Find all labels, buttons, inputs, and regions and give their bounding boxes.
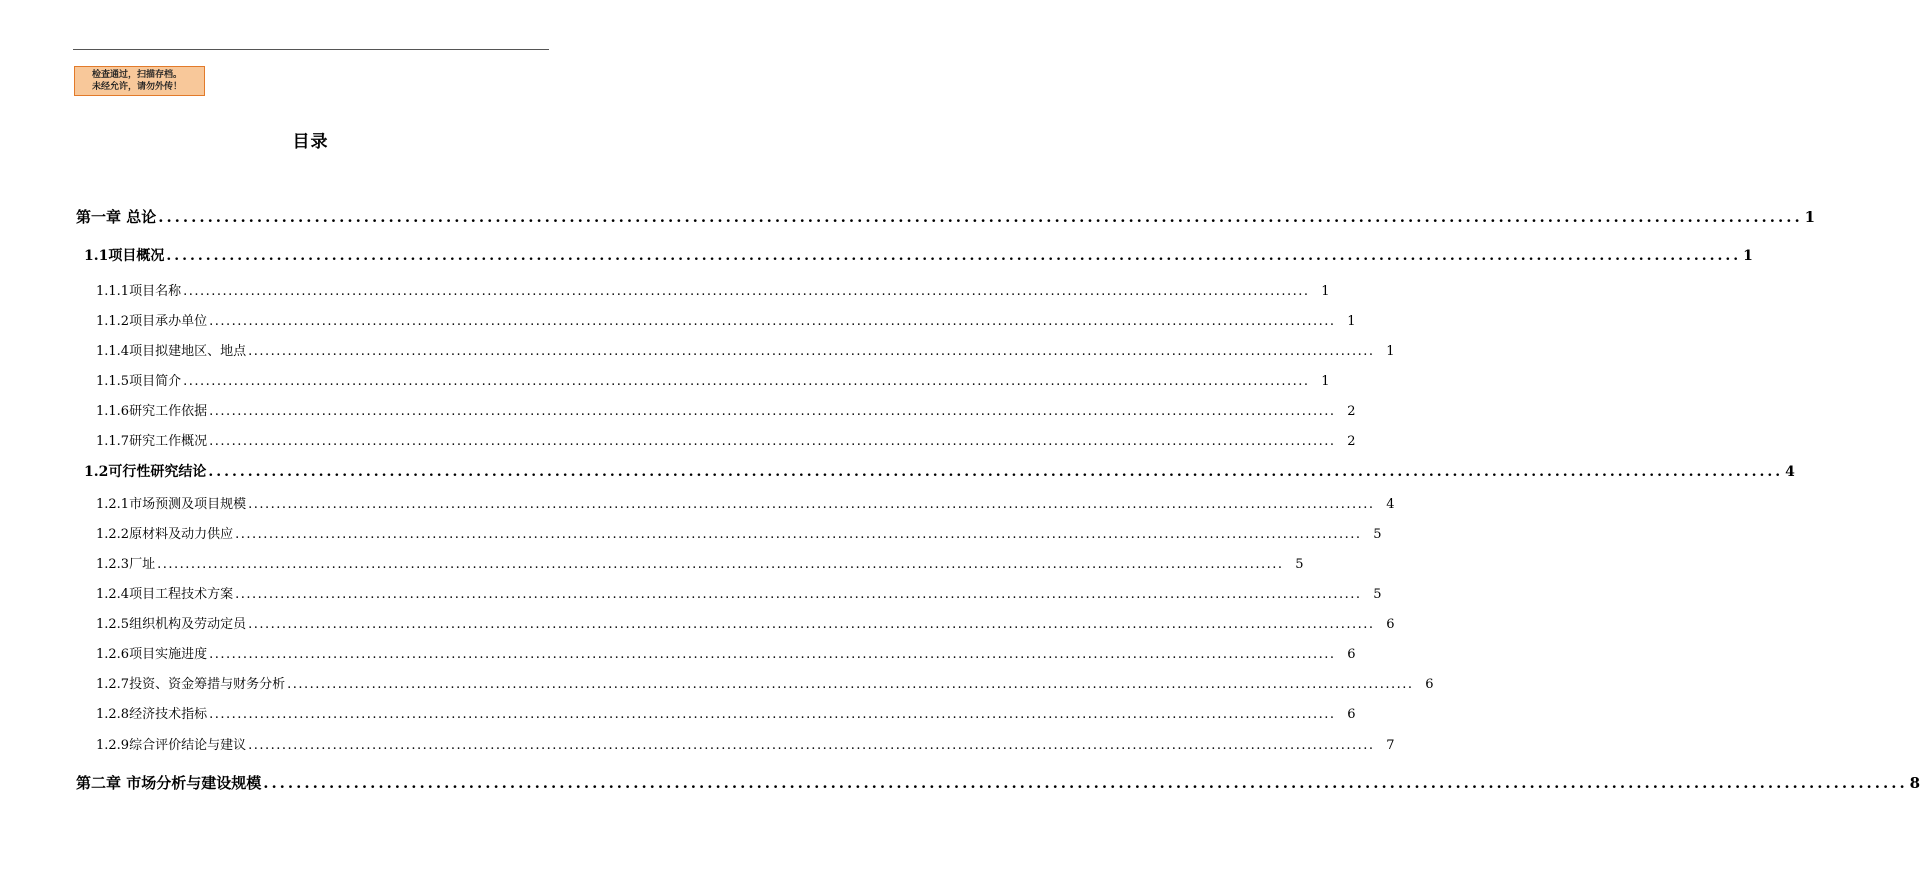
- toc-entry-page: 2: [1347, 404, 1356, 419]
- toc-entry[interactable]: [96, 340, 1395, 359]
- toc-entry-label: 第一章 总论: [76, 208, 157, 226]
- toc-leader-dots: ........................................................................................................................................................................................................: [209, 707, 1336, 722]
- toc-leader-dots: ........................................................................................................................................................................................................: [209, 314, 1336, 329]
- toc-entry-page: 1: [1743, 248, 1753, 264]
- toc-leader-dots: ........................................................................................................................................................................................................: [248, 497, 1375, 512]
- toc-leader-dots: ........................................................................................................................................................................................................: [263, 774, 1908, 792]
- toc-entry[interactable]: [96, 613, 1395, 632]
- toc-entry-page: 8: [1909, 774, 1920, 792]
- toc-entry-page: 4: [1386, 497, 1395, 512]
- stamp-line-1: 检查通过，扫描存档。: [92, 70, 183, 80]
- toc-entry-page: 1: [1347, 314, 1356, 329]
- toc-leader-dots: ........................................................................................................................................................................................................: [248, 344, 1375, 359]
- toc-entry[interactable]: [76, 206, 1816, 227]
- toc-entry-page: 1: [1386, 344, 1395, 359]
- toc-entry-page: 5: [1373, 527, 1382, 542]
- toc-leader-dots: ........................................................................................................................................................................................................: [248, 738, 1375, 753]
- toc-entry-page: 6: [1347, 707, 1356, 722]
- toc-entry-page: 7: [1386, 738, 1395, 753]
- toc-leader-dots: ........................................................................................................................................................................................................: [209, 434, 1336, 449]
- toc-leader-dots: ........................................................................................................................................................................................................: [157, 557, 1284, 572]
- toc-entry-label: 1.1.2项目承办单位: [96, 314, 208, 329]
- toc-leader-dots: ........................................................................................................................................................................................................: [209, 404, 1336, 419]
- toc-entry-page: 4: [1785, 464, 1795, 480]
- toc-entry-page: 2: [1347, 434, 1356, 449]
- toc-entry-label: 1.1.7研究工作概况: [96, 434, 208, 449]
- toc-entry[interactable]: [96, 523, 1382, 542]
- toc-entry-label: 1.2.4项目工程技术方案: [96, 587, 234, 602]
- toc-entry[interactable]: [96, 553, 1304, 572]
- toc-entry-page: 6: [1425, 677, 1434, 692]
- toc-entry-label: 1.1.5项目简介: [96, 374, 182, 389]
- toc-entry[interactable]: [96, 370, 1330, 389]
- toc-entry[interactable]: [96, 493, 1395, 512]
- toc-leader-dots: ........................................................................................................................................................................................................: [248, 617, 1375, 632]
- toc-entry-label: 1.1项目概况: [84, 248, 165, 264]
- toc-leader-dots: ........................................................................................................................................................................................................: [235, 527, 1362, 542]
- toc-leader-dots: ........................................................................................................................................................................................................: [208, 464, 1784, 480]
- toc-entry[interactable]: [96, 734, 1395, 753]
- toc-entry-label: 1.2.9综合评价结论与建议: [96, 738, 247, 753]
- toc-leader-dots: ........................................................................................................................................................................................................: [235, 587, 1362, 602]
- toc-entry-label: 第二章 市场分析与建设规模: [76, 774, 262, 792]
- toc-entry-page: 1: [1804, 208, 1816, 226]
- toc-leader-dots: ........................................................................................................................................................................................................: [287, 677, 1414, 692]
- toc-entry-label: 1.2.1市场预测及项目规模: [96, 497, 247, 512]
- toc-entry-page: 6: [1347, 647, 1356, 662]
- toc-entry[interactable]: [96, 643, 1356, 662]
- toc-entry[interactable]: [96, 430, 1356, 449]
- toc-entry-label: 1.2可行性研究结论: [84, 464, 207, 480]
- toc-entry[interactable]: [84, 461, 1795, 481]
- toc-leader-dots: ........................................................................................................................................................................................................: [158, 208, 1803, 226]
- toc-entry[interactable]: [96, 280, 1330, 299]
- toc-entry-label: 1.2.3厂址: [96, 557, 156, 572]
- toc-entry-label: 1.2.6项目实施进度: [96, 647, 208, 662]
- page-title: 目录: [292, 132, 329, 152]
- toc-entry-label: 1.1.6研究工作依据: [96, 404, 208, 419]
- toc-entry-label: 1.2.7投资、资金筹措与财务分析: [96, 677, 286, 692]
- toc-entry-label: 1.1.1项目名称: [96, 284, 182, 299]
- toc-entry-page: 1: [1321, 284, 1330, 299]
- toc-leader-dots: ........................................................................................................................................................................................................: [183, 284, 1310, 299]
- toc-entry-page: 5: [1295, 557, 1304, 572]
- toc-entry-page: 6: [1386, 617, 1395, 632]
- toc-entry[interactable]: [96, 583, 1382, 602]
- toc-entry[interactable]: [96, 400, 1356, 419]
- toc-entry[interactable]: [84, 245, 1753, 265]
- toc-entry-page: 1: [1321, 374, 1330, 389]
- toc-leader-dots: ........................................................................................................................................................................................................: [183, 374, 1310, 389]
- toc-entry[interactable]: [76, 772, 1920, 793]
- toc-leader-dots: ........................................................................................................................................................................................................: [166, 248, 1742, 264]
- toc-leader-dots: ........................................................................................................................................................................................................: [209, 647, 1336, 662]
- toc-entry[interactable]: [96, 673, 1434, 692]
- toc-entry-label: 1.2.8经济技术指标: [96, 707, 208, 722]
- stamp-line-2: 未经允许，请勿外传！: [92, 82, 183, 92]
- toc-entry-label: 1.2.2原材料及动力供应: [96, 527, 234, 542]
- toc-entry-page: 5: [1373, 587, 1382, 602]
- toc-entry[interactable]: [96, 310, 1356, 329]
- toc-entry[interactable]: [96, 703, 1356, 722]
- toc-entry-label: 1.1.4项目拟建地区、地点: [96, 344, 247, 359]
- toc-entry-label: 1.2.5组织机构及劳动定员: [96, 617, 247, 632]
